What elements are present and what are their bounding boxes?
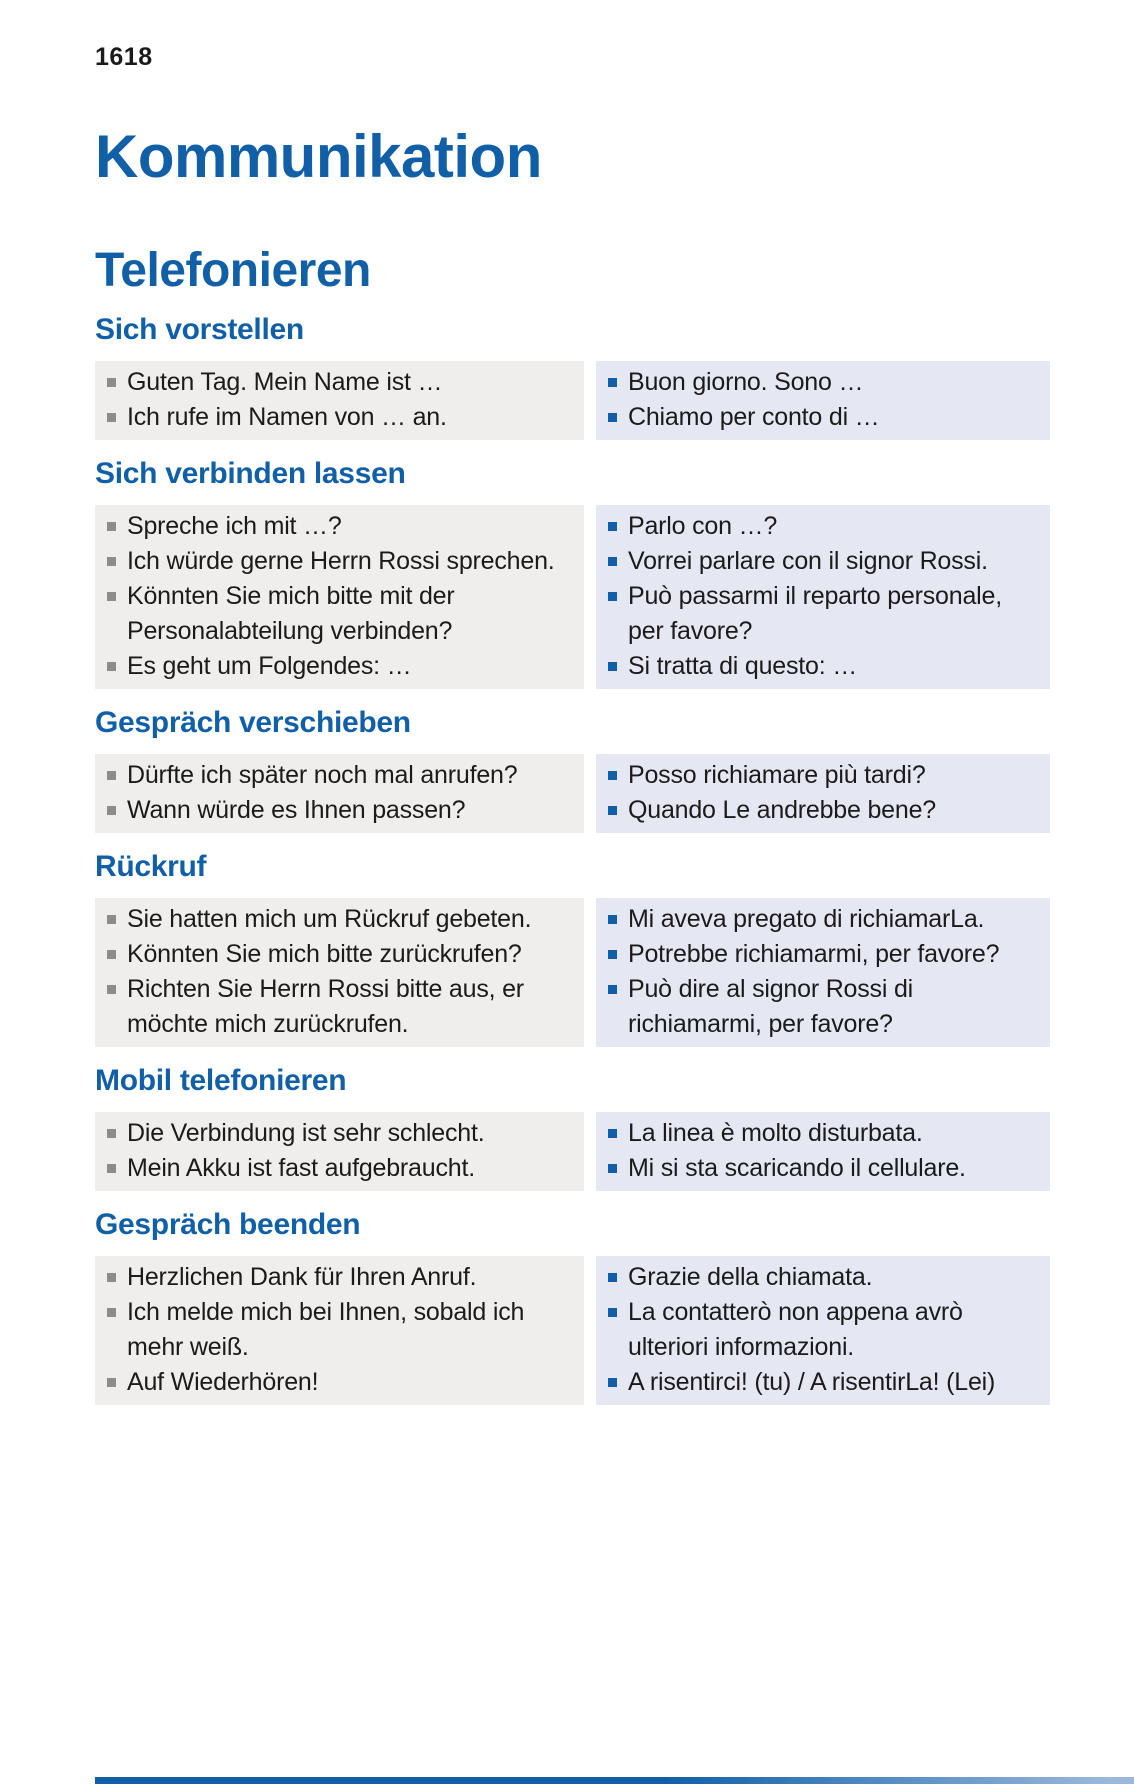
table-row xyxy=(95,1256,1050,1295)
phrase xyxy=(107,758,568,793)
table-row xyxy=(95,400,1050,440)
phrase-text: Quando Le andrebbe bene? xyxy=(628,796,936,824)
phrase xyxy=(608,902,1034,937)
phrase-text: Si tratta di questo: … xyxy=(628,652,858,680)
column-gutter xyxy=(584,972,596,1047)
phrase-text: Grazie della chiamata. xyxy=(628,1263,873,1291)
german-cell xyxy=(95,1112,584,1151)
column-gutter xyxy=(584,505,596,544)
square-bullet-icon xyxy=(107,771,116,780)
column-gutter xyxy=(584,1112,596,1151)
phrase-text: Auf Wiederhören! xyxy=(127,1368,319,1396)
square-bullet-icon xyxy=(608,413,617,422)
phrase-section xyxy=(95,313,1050,440)
square-bullet-icon xyxy=(107,1129,116,1138)
phrase xyxy=(608,1260,1034,1295)
page-number: 1618 xyxy=(95,43,153,71)
phrase-text: Sie hatten mich um Rückruf gebeten. xyxy=(127,905,532,933)
square-bullet-icon xyxy=(107,1378,116,1387)
table-row xyxy=(95,793,1050,833)
phrase-section xyxy=(95,850,1050,1047)
italian-cell xyxy=(596,505,1050,544)
column-gutter xyxy=(584,361,596,400)
phrase-text: Könnten Sie mich bitte mit der Personalabteilung verbinden? xyxy=(127,582,455,645)
phrase-text: Es geht um Folgendes: … xyxy=(127,652,412,680)
table-row xyxy=(95,1365,1050,1405)
german-cell xyxy=(95,1151,584,1191)
table-row xyxy=(95,649,1050,689)
german-cell xyxy=(95,972,584,1047)
square-bullet-icon xyxy=(608,662,617,671)
phrase xyxy=(608,579,1034,649)
phrase xyxy=(608,1116,1034,1151)
italian-cell xyxy=(596,898,1050,937)
section-heading: Gespräch verschieben xyxy=(95,706,411,739)
sections xyxy=(95,313,1050,1405)
phrase-text: Die Verbindung ist sehr schlecht. xyxy=(127,1119,485,1147)
column-gutter xyxy=(584,649,596,689)
phrase xyxy=(107,649,568,684)
section-heading: Mobil telefonieren xyxy=(95,1064,347,1097)
phrase-text: Guten Tag. Mein Name ist … xyxy=(127,368,443,396)
section-heading: Rückruf xyxy=(95,850,207,883)
square-bullet-icon xyxy=(608,557,617,566)
phrase xyxy=(107,1365,568,1400)
german-cell xyxy=(95,898,584,937)
german-cell xyxy=(95,505,584,544)
phrase-text: Posso richiamare più tardi? xyxy=(628,761,926,789)
square-bullet-icon xyxy=(608,915,617,924)
german-cell xyxy=(95,544,584,579)
german-cell xyxy=(95,937,584,972)
phrase-text: Könnten Sie mich bitte zurückrufen? xyxy=(127,940,522,968)
column-gutter xyxy=(584,1365,596,1405)
chapter-title: Kommunikation xyxy=(95,123,542,190)
phrase-text: Parlo con …? xyxy=(628,512,778,540)
table-row xyxy=(95,579,1050,649)
square-bullet-icon xyxy=(107,522,116,531)
phrase-section xyxy=(95,457,1050,689)
table-row xyxy=(95,1295,1050,1365)
table-row xyxy=(95,898,1050,937)
column-gutter xyxy=(584,1256,596,1295)
phrase xyxy=(107,509,568,544)
phrase xyxy=(608,1295,1034,1365)
column-gutter xyxy=(584,1295,596,1365)
square-bullet-icon xyxy=(107,1308,116,1317)
italian-cell xyxy=(596,793,1050,833)
italian-cell xyxy=(596,579,1050,649)
phrase-text: Mi aveva pregato di richiamarLa. xyxy=(628,905,985,933)
italian-cell xyxy=(596,361,1050,400)
phrase-text: Buon giorno. Sono … xyxy=(628,368,864,396)
phrase-table xyxy=(95,361,1050,440)
phrase-table xyxy=(95,754,1050,833)
phrase-text: Vorrei parlare con il signor Rossi. xyxy=(628,547,988,575)
phrase-text: Mein Akku ist fast aufgebraucht. xyxy=(127,1154,475,1182)
phrase xyxy=(608,365,1034,400)
phrase xyxy=(107,1116,568,1151)
italian-cell xyxy=(596,1256,1050,1295)
italian-cell xyxy=(596,1365,1050,1405)
italian-cell xyxy=(596,937,1050,972)
phrase xyxy=(107,1151,568,1186)
phrase-text: Può dire al signor Rossi di richiamarmi, per favore? xyxy=(628,975,914,1038)
table-row xyxy=(95,937,1050,972)
phrase-text: Potrebbe richiamarmi, per favore? xyxy=(628,940,1000,968)
column-gutter xyxy=(584,400,596,440)
phrase-text: Chiamo per conto di … xyxy=(628,403,880,431)
square-bullet-icon xyxy=(107,662,116,671)
square-bullet-icon xyxy=(608,771,617,780)
phrase-table xyxy=(95,1256,1050,1405)
italian-cell xyxy=(596,649,1050,689)
phrase-section xyxy=(95,706,1050,833)
square-bullet-icon xyxy=(107,806,116,815)
column-gutter xyxy=(584,793,596,833)
topic-title: Telefonieren xyxy=(95,244,371,297)
german-cell xyxy=(95,579,584,649)
table-row xyxy=(95,1112,1050,1151)
phrase xyxy=(107,972,568,1042)
square-bullet-icon xyxy=(608,378,617,387)
square-bullet-icon xyxy=(107,1164,116,1173)
german-cell xyxy=(95,1256,584,1295)
square-bullet-icon xyxy=(107,592,116,601)
square-bullet-icon xyxy=(608,1378,617,1387)
square-bullet-icon xyxy=(107,950,116,959)
german-cell xyxy=(95,1365,584,1405)
column-gutter xyxy=(584,754,596,793)
phrase-table xyxy=(95,1112,1050,1191)
phrase xyxy=(608,1151,1034,1186)
phrase-text: Wann würde es Ihnen passen? xyxy=(127,796,466,824)
phrase xyxy=(608,649,1034,684)
italian-cell xyxy=(596,754,1050,793)
phrase-text: Ich würde gerne Herrn Rossi sprechen. xyxy=(127,547,555,575)
german-cell xyxy=(95,1295,584,1365)
phrase xyxy=(608,544,1034,579)
square-bullet-icon xyxy=(107,557,116,566)
phrase xyxy=(107,1260,568,1295)
column-gutter xyxy=(584,898,596,937)
phrase-text: Mi si sta scaricando il cellulare. xyxy=(628,1154,966,1182)
phrase xyxy=(107,400,568,435)
phrase xyxy=(608,793,1034,828)
phrase xyxy=(608,758,1034,793)
column-gutter xyxy=(584,579,596,649)
phrase xyxy=(608,1365,1034,1400)
table-row xyxy=(95,754,1050,793)
phrase xyxy=(107,793,568,828)
german-cell xyxy=(95,649,584,689)
phrase xyxy=(608,400,1034,435)
italian-cell xyxy=(596,1295,1050,1365)
phrase-section xyxy=(95,1208,1050,1405)
square-bullet-icon xyxy=(107,378,116,387)
square-bullet-icon xyxy=(107,915,116,924)
square-bullet-icon xyxy=(608,1308,617,1317)
german-cell xyxy=(95,400,584,440)
table-row xyxy=(95,505,1050,544)
phrase xyxy=(107,544,568,579)
table-row xyxy=(95,361,1050,400)
italian-cell xyxy=(596,544,1050,579)
column-gutter xyxy=(584,1151,596,1191)
phrase xyxy=(107,1295,568,1365)
phrase-table xyxy=(95,505,1050,689)
italian-cell xyxy=(596,972,1050,1047)
column-gutter xyxy=(584,937,596,972)
phrase-text: A risentirci! (tu) / A risentirLa! (Lei) xyxy=(628,1368,996,1396)
table-row xyxy=(95,544,1050,579)
italian-cell xyxy=(596,1112,1050,1151)
square-bullet-icon xyxy=(608,806,617,815)
square-bullet-icon xyxy=(608,1129,617,1138)
phrase-text: Spreche ich mit …? xyxy=(127,512,342,540)
square-bullet-icon xyxy=(608,985,617,994)
table-row xyxy=(95,972,1050,1047)
square-bullet-icon xyxy=(107,413,116,422)
square-bullet-icon xyxy=(608,592,617,601)
phrase xyxy=(107,937,568,972)
phrase xyxy=(107,579,568,649)
phrase xyxy=(107,902,568,937)
section-heading: Gespräch beenden xyxy=(95,1208,361,1241)
phrase-text: La contatterò non appena avrò ulteriori informazioni. xyxy=(628,1298,963,1361)
phrase-text: Ich rufe im Namen von … an. xyxy=(127,403,447,431)
section-heading: Sich vorstellen xyxy=(95,313,304,346)
table-row xyxy=(95,1151,1050,1191)
phrase-text: Herzlichen Dank für Ihren Anruf. xyxy=(127,1263,477,1291)
phrase-text: Ich melde mich bei Ihnen, sobald ich mehr weiß. xyxy=(127,1298,525,1361)
phrase xyxy=(608,972,1034,1042)
square-bullet-icon xyxy=(107,985,116,994)
italian-cell xyxy=(596,400,1050,440)
phrase xyxy=(608,937,1034,972)
square-bullet-icon xyxy=(608,1164,617,1173)
square-bullet-icon xyxy=(608,1273,617,1282)
square-bullet-icon xyxy=(608,950,617,959)
phrase-text: Richten Sie Herrn Rossi bitte aus, er möchte mich zurückrufen. xyxy=(127,975,524,1038)
section-heading: Sich verbinden lassen xyxy=(95,457,406,490)
phrase-text: Dürfte ich später noch mal anrufen? xyxy=(127,761,518,789)
german-cell xyxy=(95,754,584,793)
german-cell xyxy=(95,361,584,400)
phrase-text: La linea è molto disturbata. xyxy=(628,1119,923,1147)
italian-cell xyxy=(596,1151,1050,1191)
phrase xyxy=(608,509,1034,544)
footer-bar xyxy=(95,1777,1134,1784)
phrase xyxy=(107,365,568,400)
phrase-section xyxy=(95,1064,1050,1191)
column-gutter xyxy=(584,544,596,579)
phrase-text: Può passarmi il reparto personale, per favore? xyxy=(628,582,1002,645)
german-cell xyxy=(95,793,584,833)
square-bullet-icon xyxy=(107,1273,116,1282)
square-bullet-icon xyxy=(608,522,617,531)
phrase-table xyxy=(95,898,1050,1047)
